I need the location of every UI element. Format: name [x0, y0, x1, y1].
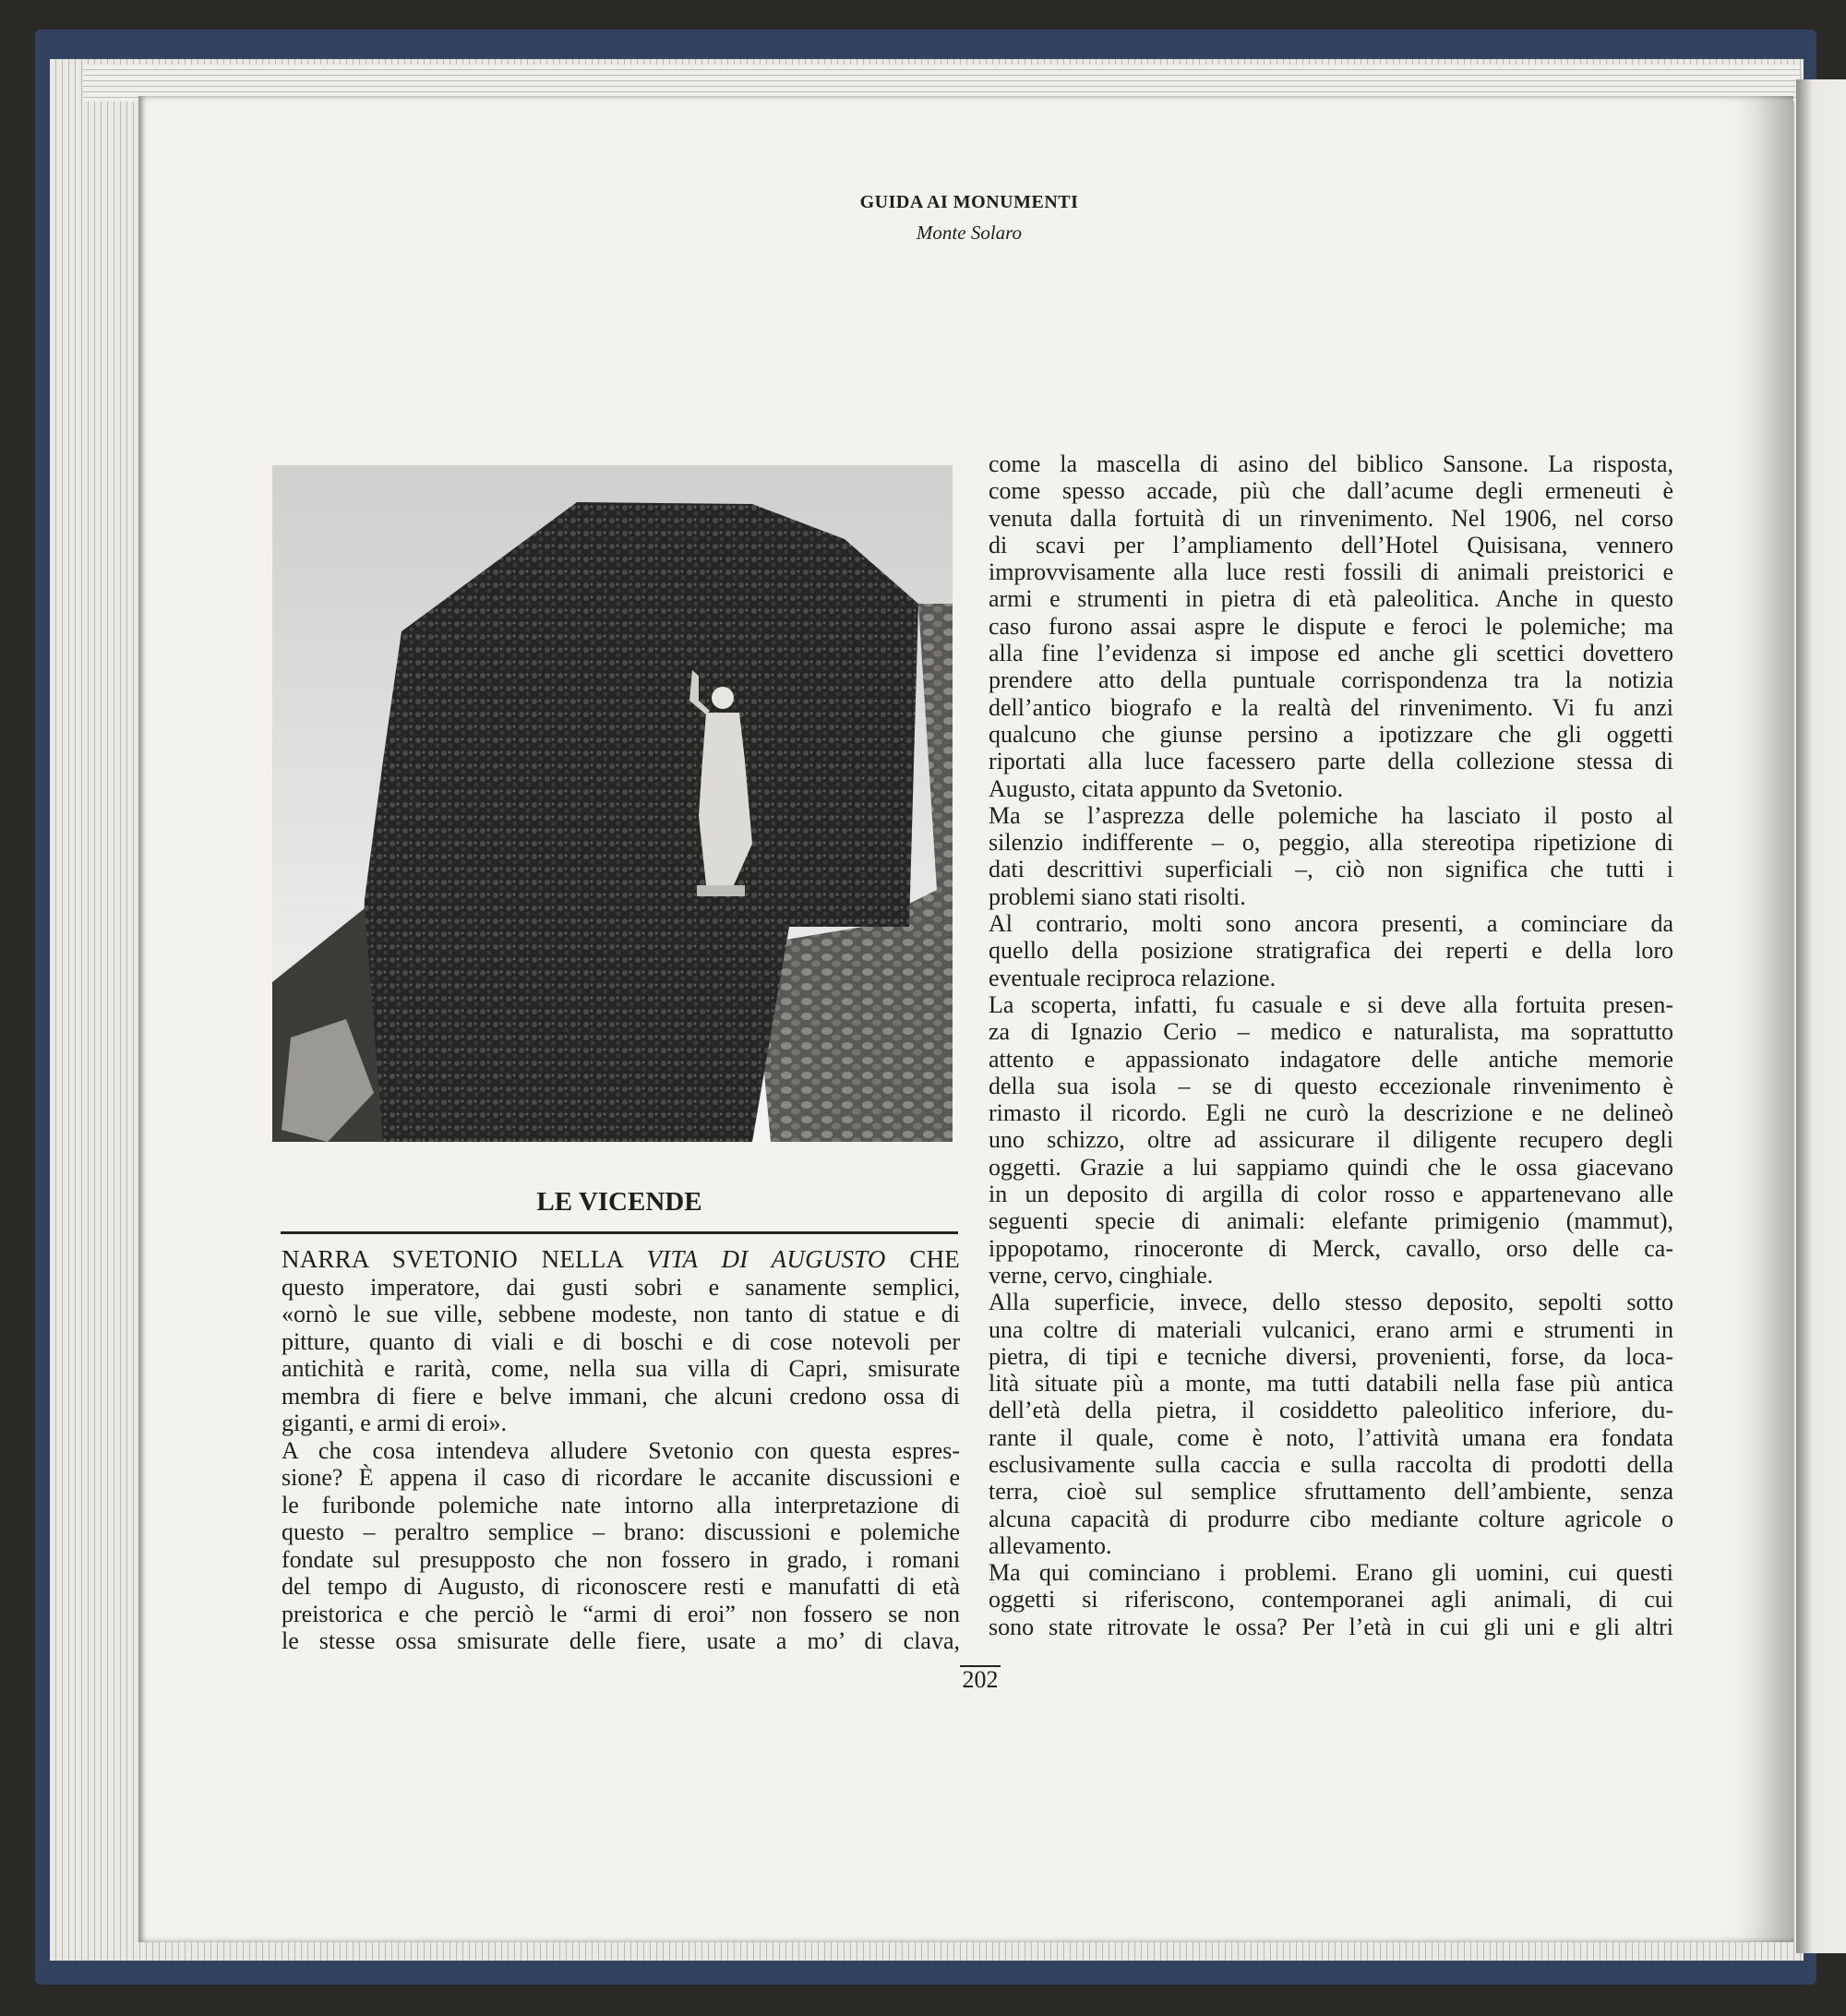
text-line: za di Ignazio Cerio – medico e naturalista, ma soprattutto — [989, 1018, 1673, 1046]
section-heading: LE VICENDE — [536, 1187, 702, 1217]
text-line: membra di fiere e belve immani, che alcuni credono ossa di — [282, 1382, 960, 1410]
text-line: fondate sul presupposto che non fossero in grado, i romani — [282, 1545, 960, 1573]
text-line: uno schizzo, oltre ad assicurare il diligente recupero degli — [989, 1126, 1673, 1154]
running-header-subtitle: Monte Solaro — [916, 222, 1023, 244]
text-line: pitture, quanto di viali e di boschi e di cose notevoli per — [282, 1327, 960, 1355]
section-rule — [281, 1231, 958, 1234]
text-line: silenzio indifferente – o, peggio, alla stereotipa ripetizione di — [989, 829, 1673, 857]
text-line: seguenti specie di animali: elefante primigenio (mammut), — [989, 1207, 1673, 1235]
text-line: allevamento. — [989, 1531, 1112, 1559]
opening-line — [282, 1246, 960, 1274]
text-line: sono state ritrovate le ossa? Per l’età in cui gli uni e gli altri — [989, 1613, 1673, 1640]
text-line: qualcuno che giunse persino a ipotizzare che gli oggetti — [989, 720, 1673, 748]
text-line: rimasto il ricordo. Egli ne curò la descrizione e ne delineò — [989, 1099, 1673, 1127]
text-line: Al contrario, molti sono ancora presenti, a cominciare da — [989, 910, 1673, 938]
text-line: caso furono assai aspre le dispute e feroci le polemiche; ma — [989, 612, 1673, 640]
text-line: La scoperta, infatti, fu casuale e si deve alla fortuita presen- — [989, 990, 1673, 1018]
text-line: Ma qui cominciano i problemi. Erano gli uomini, cui questi — [989, 1559, 1673, 1587]
text-line: problemi siano stati risolti. — [989, 882, 1246, 910]
text-column-right — [989, 450, 1673, 1640]
facing-page-edge — [1796, 79, 1846, 1953]
text-line: esclusivamente sulla caccia e sulla raccolta di prodotti della — [989, 1450, 1673, 1478]
text-line: Ma se l’asprezza delle polemiche ha lasciato il posto al — [989, 801, 1673, 829]
text-line: oggetti. Grazie a lui sappiamo quindi che le ossa giacevano — [989, 1153, 1673, 1181]
text-line: le stesse ossa smisurate delle fiere, usate a mo’ di clava, — [282, 1627, 960, 1654]
text-line: Augusto, citata appunto da Svetonio. — [989, 774, 1344, 802]
text-line: terra, cioè sul semplice sfruttamento dell’ambiente, senza — [989, 1478, 1673, 1506]
text-line: «ornò le sue ville, sebbene modeste, non tanto di statue e di — [282, 1301, 960, 1327]
text-line: quello della posizione stratigrafica dei reperti e della loro — [989, 937, 1673, 965]
running-header-title: GUIDA AI MONUMENTI — [859, 192, 1079, 212]
text-line: di scavi per l’ampliamento dell’Hotel Quisisana, vennero — [989, 531, 1673, 558]
text-line: le furibonde polemiche nate intorno alla interpretazione di — [282, 1491, 960, 1518]
text-line: antichità e rarità, come, nella sua villa di Capri, smisurate — [282, 1355, 960, 1382]
text-line: Alla superficie, invece, dello stesso deposito, sepolti sotto — [989, 1289, 1673, 1316]
book-title-italic: VITA DI AUGUSTO — [646, 1245, 886, 1273]
opening-caps-end: CHE — [885, 1245, 960, 1273]
text-line: improvvisamente alla luce resti fossili di animali preistorici e — [989, 558, 1673, 586]
text-line: prendere atto della puntuale corrispondenza tra la notizia — [989, 666, 1673, 694]
text-line: in un deposito di argilla di color rosso e appartenevano alle — [989, 1181, 1673, 1208]
photo-ivy-wall-with-statue — [272, 465, 953, 1142]
text-line: A che cosa intendeva alludere Svetonio con questa espres- — [282, 1436, 960, 1464]
text-line: eventuale reciproca relazione. — [989, 964, 1277, 991]
text-line: alcuna capacità di produrre cibo mediante colture agricole o — [989, 1505, 1673, 1532]
text-line: del tempo di Augusto, di riconoscere resti e manufatti di età — [282, 1573, 960, 1600]
text-line: come spesso accade, più che dall’acume degli ermeneuti è — [989, 477, 1673, 505]
page-number: 202 — [960, 1665, 1001, 1693]
text-line: ippopotamo, rinoceronte di Merck, cavallo, orso delle ca- — [989, 1234, 1673, 1262]
text-line: dati descrittivi superficiali –, ciò non significa che tutti i — [989, 856, 1673, 883]
opening-caps: NARRA SVETONIO NELLA — [282, 1245, 647, 1273]
text-line: venuta dalla fortuità di un rinvenimento. Nel 1906, nel corso — [989, 504, 1673, 532]
text-line: questo imperatore, dai gusti sobri e sanamente semplici, — [282, 1273, 960, 1301]
text-column-left — [282, 1246, 960, 1655]
text-line: riportati alla luce facessero parte della collezione stessa di — [989, 748, 1673, 775]
text-line: armi e strumenti in pietra di età paleolitica. Anche in questo — [989, 585, 1673, 613]
text-line: giganti, e armi di eroi». — [282, 1410, 508, 1436]
text-line: lità situate più a monte, ma tutti databili nella fase più antica — [989, 1370, 1673, 1398]
text-line: alla fine l’evidenza si impose ed anche gli scettici dovettero — [989, 640, 1673, 667]
text-line: rante il quale, come è noto, l’attività umana era fondata — [989, 1423, 1673, 1451]
text-line: come la mascella di asino del biblico Sansone. La risposta, — [989, 450, 1673, 477]
text-line: della sua isola – se di questo eccezionale rinvenimento è — [989, 1072, 1673, 1099]
text-line: attento e appassionato indagatore delle antiche memorie — [989, 1045, 1673, 1073]
text-line: una coltre di materiali vulcanici, erano armi e strumenti in — [989, 1315, 1673, 1343]
text-line: sione? È appena il caso di ricordare le accanite discussioni e — [282, 1464, 960, 1491]
text-line: dell’età della pietra, il cosiddetto paleolitico inferiore, du- — [989, 1397, 1673, 1424]
text-line: questo – peraltro semplice – brano: discussioni e polemiche — [282, 1518, 960, 1545]
text-line: oggetti si riferiscono, contemporanei agli animali, di cui — [989, 1586, 1673, 1614]
text-line: dell’antico biografo e la realtà del rinvenimento. Vi fu anzi — [989, 693, 1673, 721]
text-line: preistorica e che perciò le “armi di eroi” non fossero se non — [282, 1600, 960, 1627]
text-line: pietra, di tipi e tecniche diversi, provenienti, forse, da loca- — [989, 1342, 1673, 1370]
text-line: verne, cervo, cinghiale. — [989, 1261, 1214, 1289]
